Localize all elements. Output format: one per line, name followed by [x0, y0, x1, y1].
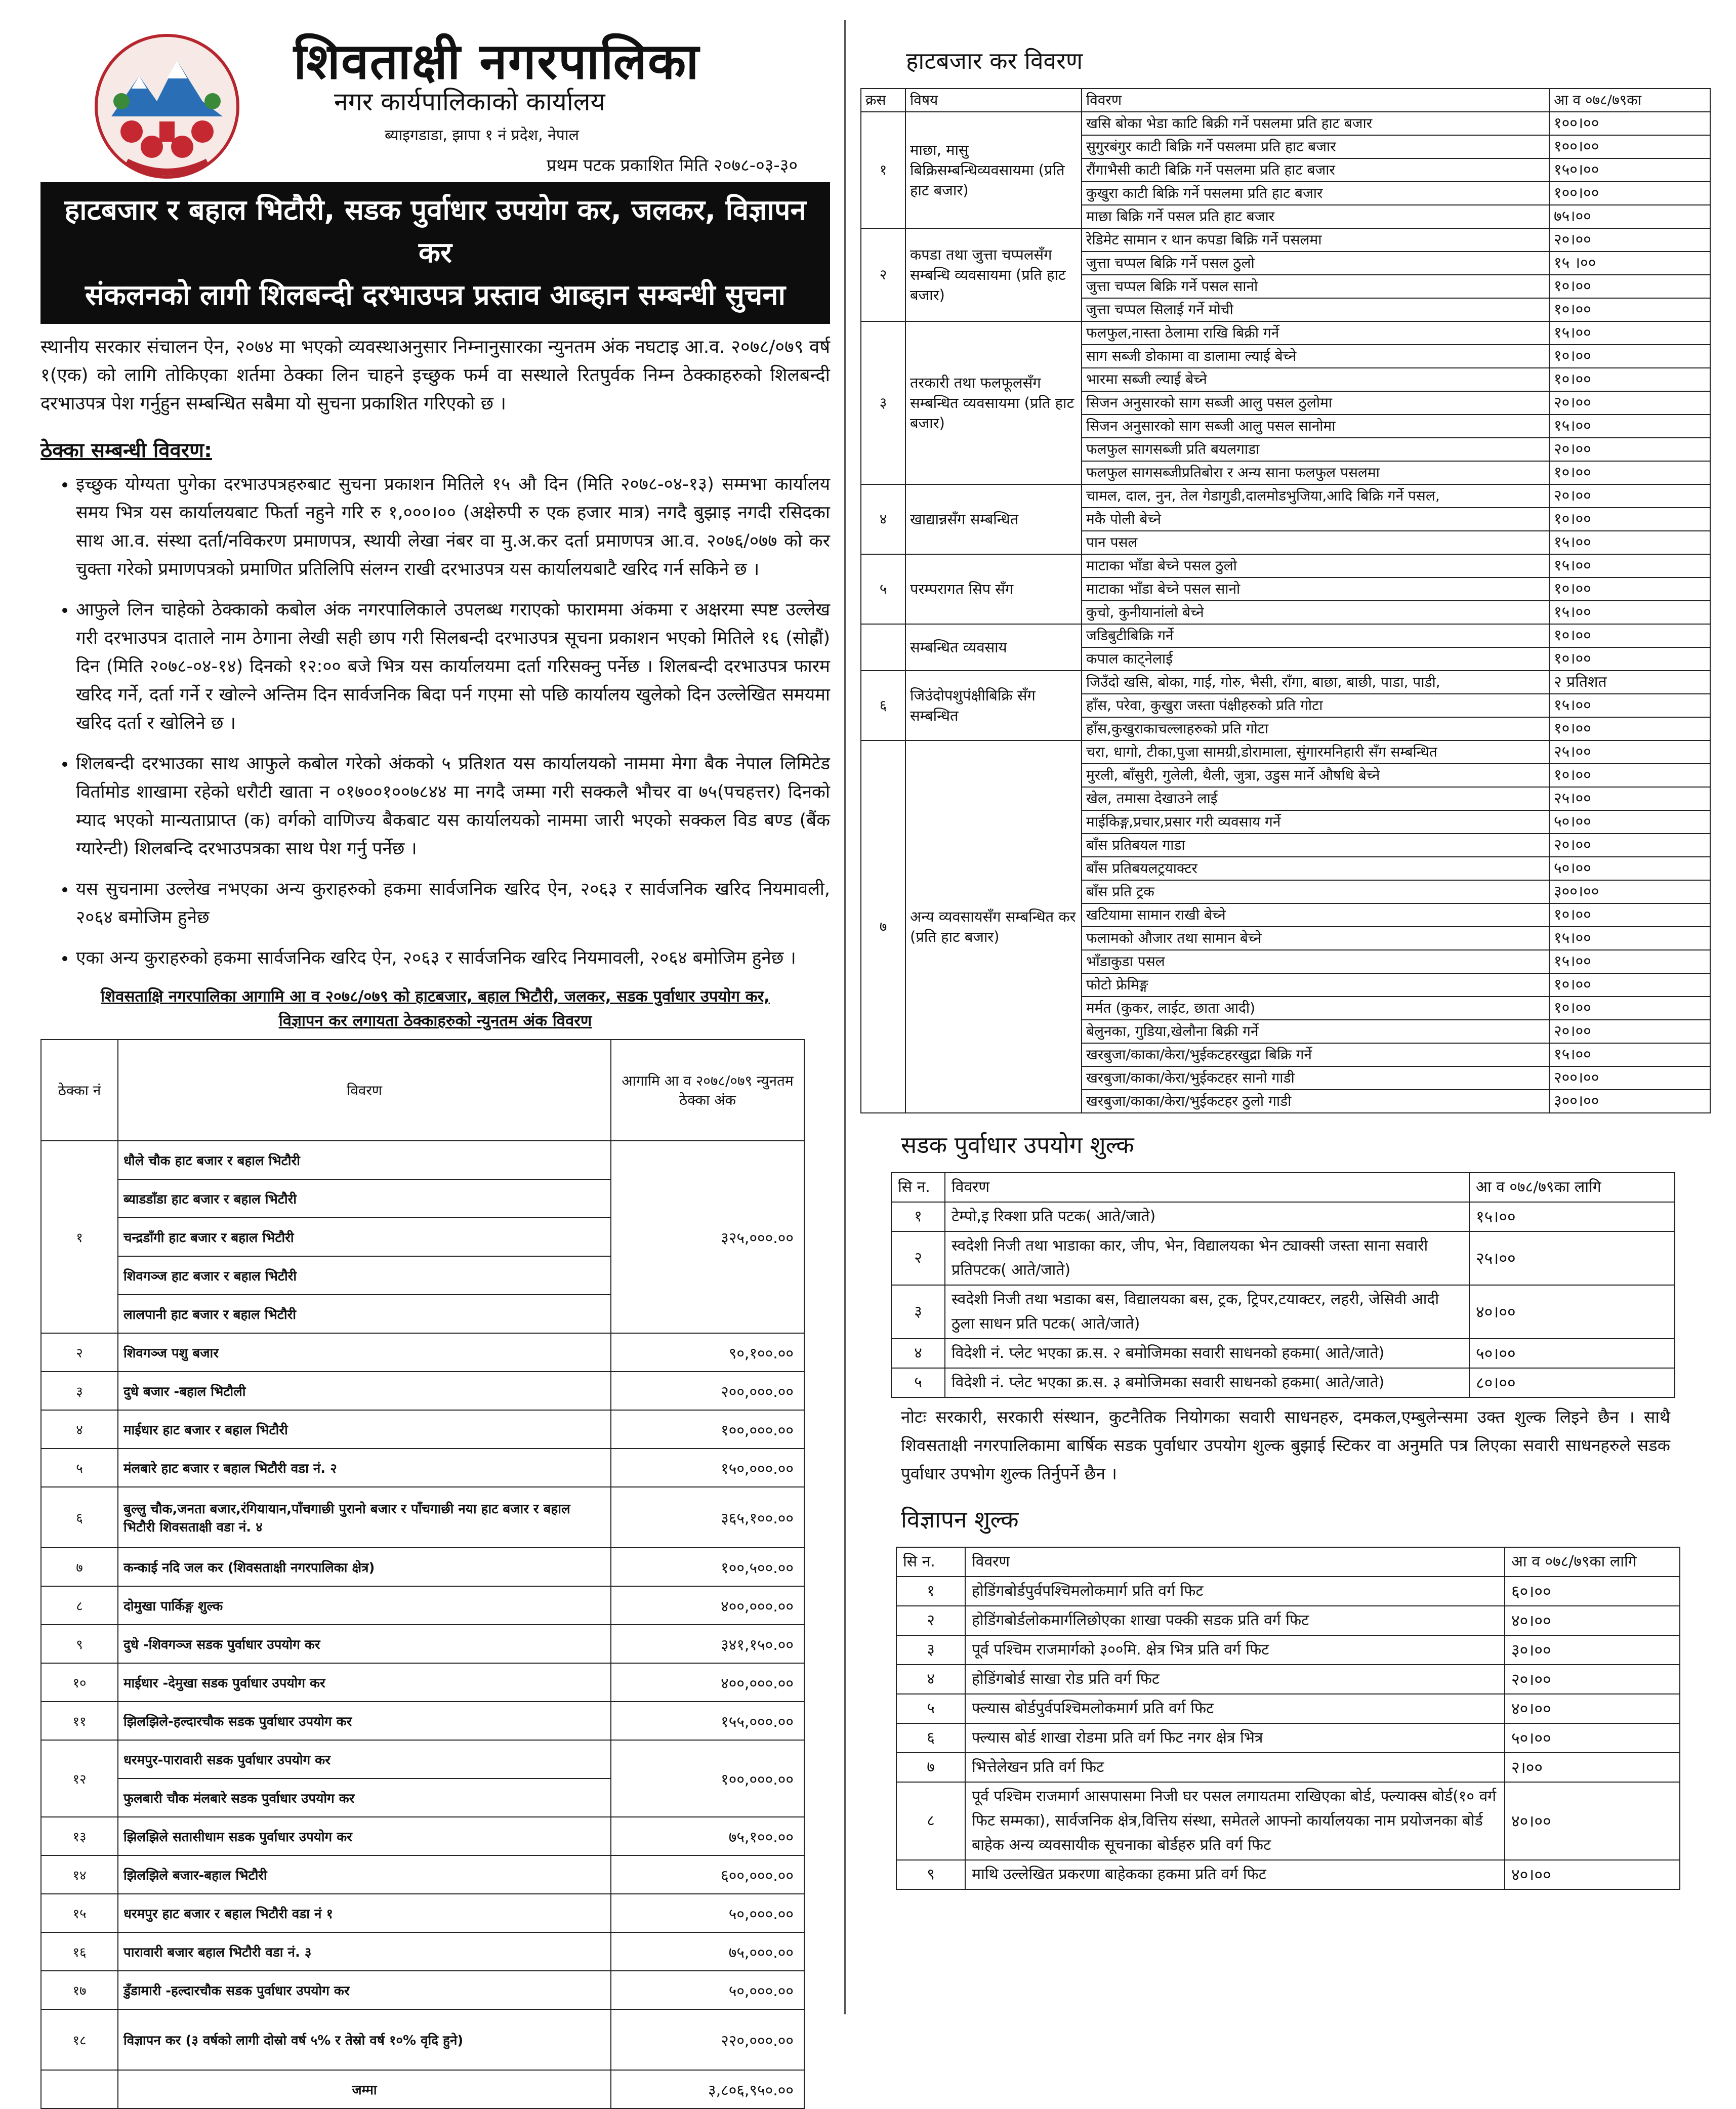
- table-header-row: [861, 89, 1710, 112]
- item-description: कपाल काट्नेलाई: [1082, 647, 1549, 671]
- table-row: [861, 740, 1710, 764]
- serial-number: ४: [891, 1339, 945, 1368]
- table-row: [891, 1339, 1675, 1368]
- fee-description: फ्ल्यास बोर्डपुर्वपश्चिमलोकमार्ग प्रति वर्ग फिट: [965, 1694, 1505, 1723]
- item-rate: १००।००: [1549, 182, 1710, 205]
- col-header: ठेक्का नं: [41, 1040, 118, 1141]
- contract-description: माईधार -देमुखा सडक पुर्वाधार उपयोग कर: [118, 1663, 611, 1702]
- contract-description: दुधे -शिवगञ्ज सडक पुर्वाधार उपयोग कर: [118, 1625, 611, 1663]
- fee-rate: २।००: [1505, 1753, 1680, 1782]
- table-row: [891, 1231, 1675, 1285]
- item-description: फलामको औजार तथा सामान बेच्ने: [1082, 927, 1549, 950]
- item-rate: १०।००: [1549, 764, 1710, 787]
- contract-number: १६: [41, 1932, 118, 1971]
- item-rate: २०।००: [1549, 1020, 1710, 1043]
- table-row: [41, 1449, 804, 1487]
- contract-amount: ५०,०००.००: [611, 1971, 804, 2009]
- item-description: फोटो फ्रेमिङ्ग: [1082, 973, 1549, 997]
- table-row: [896, 1860, 1680, 1889]
- item-description: जुत्ता चप्पल बिक्रि गर्ने पसल सानो: [1082, 275, 1549, 298]
- fee-rate: ३०।००: [1505, 1635, 1680, 1665]
- item-rate: १५।००: [1549, 531, 1710, 554]
- blank-cell: [41, 2070, 118, 2108]
- item-rate: २०।००: [1549, 391, 1710, 415]
- col-header: सि न.: [896, 1547, 965, 1577]
- contract-description: मंलबारे हाट बजार र बहाल भिटौरी वडा नं. २: [118, 1449, 611, 1487]
- item-description: चामल, दाल, नुन, तेल गेडागुडी,दालमोडभुजिया,आदि बिक्रि गर्ने पसल,: [1082, 484, 1549, 508]
- terms-item: • इच्छुक योग्यता पुगेका दरभाउपत्रहरुबाट सुचना प्रकाशन मितिले १५ औ दिन (मिति २०७८-०४-१३) सम्मभा कार्यालय समय भित्र यस कार्यालयबाट फिर्ता नहुने गरि रु १,०००।०० (अक्षेरुपी रु एक हजार मात्र) नगदै बुझाइ नगदी रसिदका साथ आ.व. संस्था दर्ता/नविकरण प्रमाणपत्र, स्थायी लेखा नंबर वा मु.अ.कर दर्ता प्रमाणपत्र आ.व. २०७६/०७७ को कर चुक्ता गरेको प्रमाणपत्रको प्रमाणित प्रतिलिपि संलग्न राखी दरभाउपत्र यस कार्यालयबाटै खरिद गर्न सकिने छ ।: [76, 470, 830, 584]
- contract-amount: ४००,०००.००: [611, 1663, 804, 1702]
- table-row: [41, 1487, 804, 1548]
- terms-item: • एका अन्य कुराहरुको हकमा सार्वजनिक खरिद ऐन, २०६३ र सार्वजनिक खरिद नियमावली, २०६४ बमोजिम हुनेछ ।: [76, 944, 830, 972]
- contract-amount: ५०,०००.००: [611, 1894, 804, 1932]
- fee-rate: ४०।००: [1505, 1782, 1680, 1860]
- fee-rate: ८०।००: [1469, 1368, 1675, 1397]
- item-rate: १०।००: [1549, 461, 1710, 484]
- contract-description: धौले चौक हाट बजार र बहाल भिटौरी: [118, 1141, 611, 1179]
- item-rate: १५।००: [1549, 927, 1710, 950]
- item-description: रौंगाभैसी काटी बिक्रि गर्ने पसलमा प्रति हाट बजार: [1082, 158, 1549, 182]
- fee-rate: २०।००: [1505, 1665, 1680, 1694]
- serial-number: [861, 624, 905, 671]
- table-row: [41, 1333, 804, 1372]
- table-header-row: [896, 1547, 1680, 1577]
- fee-rate: २५।००: [1469, 1231, 1675, 1285]
- item-description: कुचो, कुनीयानांलो बेच्ने: [1082, 601, 1549, 624]
- contract-number: १०: [41, 1663, 118, 1702]
- contract-number: १४: [41, 1855, 118, 1894]
- serial-number: २: [891, 1231, 945, 1285]
- contract-amount: १५५,०००.००: [611, 1702, 804, 1740]
- item-rate: १०।००: [1549, 368, 1710, 391]
- item-rate: १००।००: [1549, 135, 1710, 158]
- table-row: [891, 1202, 1675, 1231]
- table-row: [41, 1663, 804, 1702]
- fee-rate: १५।००: [1469, 1202, 1675, 1231]
- item-rate: २००।००: [1549, 1066, 1710, 1090]
- contract-number: १२: [41, 1740, 118, 1817]
- serial-number: ४: [861, 484, 905, 554]
- notice-title-line1: हाटबजार र बहाल भिटौरी, सडक पुर्वाधार उपयोग कर, जलकर, विज्ञापन कर: [64, 194, 806, 269]
- item-description: बाँस प्रतिबयलट्रयाक्टर: [1082, 857, 1549, 880]
- item-description: मुरली, बाँसुरी, गुलेली, थैली, जुत्रा, उडुस मार्ने औषधि बेच्ने: [1082, 764, 1549, 787]
- fee-description: स्वदेशी निजी तथा भडाका बस, विद्यालयका बस, ट्रक, ट्रिपर,टयाक्टर, लहरी, जेसिवी आदी ठुला साधन प्रति पटक( आते/जाते): [945, 1285, 1469, 1339]
- item-rate: ५०।००: [1549, 857, 1710, 880]
- table-row: [891, 1368, 1675, 1397]
- notice-title-banner: [40, 182, 830, 324]
- contract-number: १३: [41, 1817, 118, 1855]
- contract-amount: १५०,०००.००: [611, 1449, 804, 1487]
- category: जिउंदोपशुपंक्षीबिक्रि सँग सम्बन्धित: [905, 671, 1082, 740]
- item-rate: १५।००: [1549, 694, 1710, 717]
- fee-rate: ४०।००: [1505, 1606, 1680, 1635]
- terms-item: • यस सुचनामा उल्लेख नभएका अन्य कुराहरुको हकमा सार्वजनिक खरिद ऐन, २०६३ र सार्वजनिक खरिद नियमावली, २०६४ बमोजिम हुनेछ: [76, 875, 830, 932]
- serial-number: १: [891, 1202, 945, 1231]
- item-rate: ३००।००: [1549, 1090, 1710, 1113]
- office-subtitle: नगर कार्यपालिकाको कार्यालय: [334, 87, 605, 116]
- contract-number: ७: [41, 1548, 118, 1586]
- category: खाद्यान्नसँग सम्बन्धित: [905, 484, 1082, 554]
- item-description: कुखुरा काटी बिक्रि गर्ने पसलमा प्रति हाट बजार: [1082, 182, 1549, 205]
- item-description: मर्मत (कुकर, लाईट, छाता आदी): [1082, 997, 1549, 1020]
- serial-number: ९: [896, 1860, 965, 1889]
- table-row: [896, 1782, 1680, 1860]
- table-row: [861, 484, 1710, 508]
- total-label: जम्मा: [118, 2070, 611, 2108]
- contract-amount: १००,५००.००: [611, 1548, 804, 1586]
- table-row: [896, 1635, 1680, 1665]
- col-header: क्रस: [861, 89, 905, 112]
- item-rate: १०।००: [1549, 624, 1710, 647]
- terms-item: • शिलबन्दी दरभाउका साथ आफुले कबोल गरेको अंकको ५ प्रतिशत यस कार्यालयको नाममा मेगा बैक नेपाल लिमिटेड विर्तामोड शाखामा रहेको धरौटी खाता न ०१७००१००७८४४ मा नगदै जम्मा गरी सक्कलै भौचर वा ७५(पचहत्तर) दिनको म्याद भएको मान्यताप्राप्त (क) वर्गको वाणिज्य बैकबाट यस कार्यालयको नाममा जारी भएको सक्कल विड बण्ड (बैंक ग्यारेन्टी) शिलबन्दि दरभाउपत्रका साथ पेश गर्नु पर्नेछ ।: [76, 750, 830, 863]
- contract-description: धरमपुर हाट बजार र बहाल भिटौरी वडा नं १: [118, 1894, 611, 1932]
- contract-description: डुँडामारी -हल्दारचौक सडक पुर्वाधार उपयोग कर: [118, 1971, 611, 2009]
- item-rate: १५।००: [1549, 1043, 1710, 1066]
- serial-number: १: [896, 1577, 965, 1606]
- item-description: हाँस, परेवा, कुखुरा जस्ता पंक्षीहरुको प्रति गोटा: [1082, 694, 1549, 717]
- item-description: पान पसल: [1082, 531, 1549, 554]
- table-row: [896, 1606, 1680, 1635]
- fee-description: स्वदेशी निजी तथा भाडाका कार, जीप, भेन, विद्यालयका भेन ट्याक्सी जस्ता साना सवारी प्रतिपटक( आते/जाते): [945, 1231, 1469, 1285]
- col-header: आ व ०७८/७९का लागि: [1505, 1547, 1680, 1577]
- ad-fee-table: [896, 1547, 1680, 1890]
- item-rate: २०।००: [1549, 438, 1710, 461]
- fee-description: भित्तेलेखन प्रति वर्ग फिट: [965, 1753, 1505, 1782]
- item-rate: १०।००: [1549, 903, 1710, 927]
- fee-description: विदेशी नं. प्लेट भएका क्र.स. २ बमोजिमका सवारी साधनको हकमा( आते/जाते): [945, 1339, 1469, 1368]
- table-row: [896, 1753, 1680, 1782]
- category: परम्परागत सिप सँग: [905, 554, 1082, 624]
- contract-description: कन्काई नदि जल कर (शिवसताक्षी नगरपालिका क्षेत्र): [118, 1548, 611, 1586]
- masthead: [40, 20, 830, 177]
- contract-description: झिलझिले सतासीधाम सडक पुर्वाधार उपयोग कर: [118, 1817, 611, 1855]
- table-row: [896, 1723, 1680, 1753]
- table-row: [861, 321, 1710, 345]
- table-row: [896, 1577, 1680, 1606]
- item-description: भाँडाकुडा पसल: [1082, 950, 1549, 973]
- serial-number: ४: [896, 1665, 965, 1694]
- item-rate: १०।००: [1549, 973, 1710, 997]
- item-rate: १५।००: [1549, 415, 1710, 438]
- item-rate: २ प्रतिशत: [1549, 671, 1710, 694]
- fee-rate: ४०।००: [1469, 1285, 1675, 1339]
- serial-number: ८: [896, 1782, 965, 1860]
- serial-number: ७: [861, 740, 905, 1113]
- item-description: रेडिमेट सामान र थान कपडा बिक्रि गर्ने पसलमा: [1082, 228, 1549, 252]
- contract-amount: ३४१,१५०.००: [611, 1625, 804, 1663]
- item-description: जिउँदो खसि, बोका, गाई, गोरु, भैसी, राँगा, बाछा, बाछी, पाडा, पाडी,: [1082, 671, 1549, 694]
- contract-amount: ७५,०००.००: [611, 1932, 804, 1971]
- fee-description: होडिंगबोर्ड साखा रोड प्रति वर्ग फिट: [965, 1665, 1505, 1694]
- contract-description: झिलझिले बजार-बहाल भिटौरी: [118, 1855, 611, 1894]
- table-row: [861, 228, 1710, 252]
- contract-description: दुधे बजार -बहाल भिटौली: [118, 1372, 611, 1410]
- contract-description: शिवगञ्ज पशु बजार: [118, 1333, 611, 1372]
- serial-number: ७: [896, 1753, 965, 1782]
- table-row: [896, 1694, 1680, 1723]
- section-heading: ठेक्का सम्बन्धी विवरण:: [40, 439, 213, 462]
- fee-rate: ५०।००: [1505, 1723, 1680, 1753]
- contract-number: १८: [41, 2009, 118, 2070]
- contract-amount: ६००,०००.००: [611, 1855, 804, 1894]
- fee-rate: ६०।००: [1505, 1577, 1680, 1606]
- item-rate: १५०।००: [1549, 158, 1710, 182]
- road-fee-table: [891, 1172, 1675, 1398]
- item-rate: २०।००: [1549, 228, 1710, 252]
- item-description: बेलुनका, गुडिया,खेलौना बिक्री गर्ने: [1082, 1020, 1549, 1043]
- item-description: माटाका भाँडा बेच्ने पसल ठुलो: [1082, 554, 1549, 577]
- col-header: विवरण: [965, 1547, 1505, 1577]
- item-description: खरबुजा/काका/केरा/भुईकटहर ठुलो गाडी: [1082, 1090, 1549, 1113]
- office-address: ब्याइगडाडा, झापा १ नं प्रदेश, नेपाल: [385, 127, 579, 144]
- contract-amount: २२०,०००.००: [611, 2009, 804, 2070]
- item-description: सिजन अनुसारको साग सब्जी आलु पसल ठुलोमा: [1082, 391, 1549, 415]
- contract-amount: २००,०००.००: [611, 1372, 804, 1410]
- notice-title-line2: संकलनको लागी शिलबन्दी दरभाउपत्र प्रस्ताव आब्हान सम्बन्धी सुचना: [85, 279, 786, 312]
- fee-description: टेम्पो,इ रिक्शा प्रति पटक( आते/जाते): [945, 1202, 1469, 1231]
- contract-amount: ३२५,०००.००: [611, 1141, 804, 1333]
- serial-number: ३: [896, 1635, 965, 1665]
- item-rate: ५०।००: [1549, 810, 1710, 834]
- item-description: खरबुजा/काका/केरा/भुईकटहरखुद्रा बिक्रि गर्ने: [1082, 1043, 1549, 1066]
- item-rate: १०।००: [1549, 508, 1710, 531]
- contract-number: ३: [41, 1372, 118, 1410]
- item-description: जडिबुटीबिक्रि गर्ने: [1082, 624, 1549, 647]
- contract-amount: ७५,१००.००: [611, 1817, 804, 1855]
- publish-date: प्रथम पटक प्रकाशित मिति २०७८-०३-३०: [547, 155, 798, 176]
- contract-number: १: [41, 1141, 118, 1333]
- contract-description: झिलझिले-हल्दारचौक सडक पुर्वाधार उपयोग कर: [118, 1702, 611, 1740]
- serial-number: ३: [891, 1285, 945, 1339]
- fee-rate: ५०।००: [1469, 1339, 1675, 1368]
- serial-number: ३: [861, 321, 905, 484]
- col-header: विषय: [905, 89, 1082, 112]
- contract-number: ४: [41, 1410, 118, 1449]
- serial-number: ५: [891, 1368, 945, 1397]
- col-header: आगामि आ व २०७८/०७९ न्युनतम ठेक्का अंक: [611, 1040, 804, 1141]
- contract-amount: ३६५,१००.००: [611, 1487, 804, 1548]
- item-rate: १०।००: [1549, 275, 1710, 298]
- contract-number: २: [41, 1333, 118, 1372]
- fee-description: होडिंगबोर्डपुर्वपश्चिमलोकमार्ग प्रति वर्ग फिट: [965, 1577, 1505, 1606]
- contract-number: ६: [41, 1487, 118, 1548]
- col-header: विवरण: [118, 1040, 611, 1141]
- haat-heading: हाटबजार कर विवरण: [906, 47, 1083, 74]
- serial-number: २: [861, 228, 905, 321]
- ad-fee-heading: विज्ञापन शुल्क: [901, 1506, 1019, 1533]
- category: अन्य व्यवसायसँग सम्बन्धित कर (प्रति हाट बजार): [905, 740, 1082, 1113]
- item-description: फलफुल सागसब्जीप्रतिबोरा र अन्य साना फलफुल पसलमा: [1082, 461, 1549, 484]
- item-rate: १५।००: [1549, 601, 1710, 624]
- item-description: बाँस प्रतिबयल गाडा: [1082, 834, 1549, 857]
- item-description: चरा, धागो, टीका,पुजा सामग्री,डोरामाला, सुंगारमनिहारी सँग सम्बन्धित: [1082, 740, 1549, 764]
- serial-number: २: [896, 1606, 965, 1635]
- contract-description: धरमपुर-पारावारी सडक पुर्वाधार उपयोग कर: [118, 1740, 611, 1779]
- right-column: [860, 20, 1716, 1890]
- item-rate: २५।००: [1549, 740, 1710, 764]
- contract-table-caption: [40, 984, 830, 1033]
- contract-description: माईधार हाट बजार र बहाल भिटौरी: [118, 1410, 611, 1449]
- table-row: [41, 1894, 804, 1932]
- contract-description: विज्ञापन कर (३ वर्षको लागी दोस्रो वर्ष ५% र तेस्रो वर्ष १०% वृदि हुने): [118, 2009, 611, 2070]
- table-row: [41, 1740, 804, 1779]
- fee-description: माथि उल्लेखित प्रकरणा बाहेकका हकमा प्रति वर्ग फिट: [965, 1860, 1505, 1889]
- item-description: माटाका भाँडा बेच्ने पसल सानो: [1082, 577, 1549, 601]
- contract-number: ११: [41, 1702, 118, 1740]
- item-description: बाँस प्रति ट्रक: [1082, 880, 1549, 903]
- fee-description: पूर्व पश्चिम राजमार्ग आसपासमा निजी घर पसल लगायतमा राखिएका बोर्ड, फ्ल्याक्स बोर्ड(१० वर्ग फिट सम्मका), सार्वजनिक क्षेत्र,वित्तिय संस्था, समेतले आफ्नो कार्यालयका नाम प्रयोजनका बोर्ड बाहेक अन्य व्यवसायीक सूचनाका बोर्डहरु प्रति वर्ग फिट: [965, 1782, 1505, 1860]
- item-description: भारमा सब्जी ल्याई बेच्ने: [1082, 368, 1549, 391]
- serial-number: ५: [861, 554, 905, 624]
- fee-description: विदेशी नं. प्लेट भएका क्र.स. ३ बमोजिमका सवारी साधनको हकमा( आते/जाते): [945, 1368, 1469, 1397]
- table-row: [41, 1817, 804, 1855]
- item-description: मकै पोली बेच्ने: [1082, 508, 1549, 531]
- contract-description: पारावारी बजार बहाल भिटौरी वडा नं. ३: [118, 1932, 611, 1971]
- category: कपडा तथा जुत्ता चप्पलसँग सम्बन्धि व्यवसायमा (प्रति हाट बजार): [905, 228, 1082, 321]
- item-rate: १०।००: [1549, 997, 1710, 1020]
- item-description: जुत्ता चप्पल सिलाई गर्ने मोची: [1082, 298, 1549, 321]
- col-header: सि न.: [891, 1173, 945, 1202]
- category: तरकारी तथा फलफूलसँग सम्बन्धित व्यवसायमा (प्रति हाट बजार): [905, 321, 1082, 484]
- contract-description: शिवगञ्ज हाट बजार र बहाल भिटौरी: [118, 1256, 611, 1295]
- fee-description: फ्ल्यास बोर्ड शाखा रोडमा प्रति वर्ग फिट नगर क्षेत्र भित्र: [965, 1723, 1505, 1753]
- item-description: सुगुरबंगुर काटी बिक्रि गर्ने पसलमा प्रति हाट बजार: [1082, 135, 1549, 158]
- item-description: माछा बिक्रि गर्ने पसल प्रति हाट बजार: [1082, 205, 1549, 228]
- table-row: [41, 1372, 804, 1410]
- contract-description: चन्द्रडाँगी हाट बजार र बहाल भिटौरी: [118, 1218, 611, 1256]
- item-rate: ७५।००: [1549, 205, 1710, 228]
- col-header: आ व ०७८/७९का: [1549, 89, 1710, 112]
- table-row: [861, 554, 1710, 577]
- item-rate: १०।००: [1549, 298, 1710, 321]
- column-divider: [844, 20, 846, 2014]
- serial-number: १: [861, 112, 905, 228]
- table-row: [41, 1586, 804, 1625]
- item-rate: १५।००: [1549, 554, 1710, 577]
- item-description: खरबुजा/काका/केरा/भुईकटहर सानो गाडी: [1082, 1066, 1549, 1090]
- item-rate: १०।००: [1549, 577, 1710, 601]
- road-fee-note: नोटः सरकारी, सरकारी संस्थान, कुटनैतिक नियोगका सवारी साधनहरु, दमकल,एम्बुलेन्समा उक्त शुल्क लिइने छैन । साथै शिवसताक्षी नगरपालिकामा बार्षिक सडक पुर्वाधार उपयोग शुल्क बुझाई स्टिकर वा अनुमति पत्र लिएका सवारी साधनहरुले सडक पुर्वाधार उपभोग शुल्क तिर्नुपर्ने छैन ।: [901, 1407, 1670, 1483]
- category: माछा, मासु बिक्रिसम्बन्धिव्यवसायमा (प्रति हाट बजार): [905, 112, 1082, 228]
- contract-description: फुलबारी चौक मंलबारे सडक पुर्वाधार उपयोग कर: [118, 1779, 611, 1817]
- road-fee-heading: सडक पुर्वाधार उपयोग शुल्क: [901, 1131, 1134, 1159]
- contract-description: बुल्लु चौक,जनता बजार,रंगियायान,पाँचगाछी पुरानो बजार र पाँचगाछी नया हाट बजार र बहाल भिटौरी शिवसताक्षी वडा नं. ४: [118, 1487, 611, 1548]
- contract-number: ५: [41, 1449, 118, 1487]
- item-rate: १५।००: [1549, 950, 1710, 973]
- table-row: [41, 1932, 804, 1971]
- table-row: [861, 112, 1710, 135]
- table-row: [41, 1971, 804, 2009]
- intro-paragraph: स्थानीय सरकार संचालन ऐन, २०७४ मा भएको व्यवस्थाअनुसार निम्नानुसारका न्युनतम अंक नघटाइ आ.व. २०७८/०७९ वर्ष १(एक) को लागि तोकिएका शर्तमा ठेक्का लिन चाहने इच्छुक फर्म वा सस्थाले रितपुर्वक निम्न ठेक्काहरुको शिलबन्दी दरभाउपत्र पेश गर्नुहुन सम्बन्धित सबैमा यो सुचना प्रकाशित गरिएको छ ।: [40, 337, 830, 414]
- table-row: [891, 1285, 1675, 1339]
- col-header: आ व ०७८/७९का लागि: [1469, 1173, 1675, 1202]
- contract-number: १७: [41, 1971, 118, 2009]
- table-row: [41, 1702, 804, 1740]
- table-row: [41, 1625, 804, 1663]
- office-name: शिवताक्षी नगरपालिका: [294, 33, 700, 91]
- item-description: साग सब्जी डोकामा वा डालामा ल्याई बेच्ने: [1082, 345, 1549, 368]
- terms-list: [40, 470, 830, 972]
- item-rate: २०।००: [1549, 834, 1710, 857]
- item-description: फलफुल,नास्ता ठेलामा राखि बिक्री गर्ने: [1082, 321, 1549, 345]
- total-row: [41, 2070, 804, 2108]
- fee-description: होडिंगबोर्डलोकमार्गलिछोएका शाखा पक्की सडक प्रति वर्ग फिट: [965, 1606, 1505, 1635]
- contract-amount: ४००,०००.००: [611, 1586, 804, 1625]
- contract-amount: ९०,१००.००: [611, 1333, 804, 1372]
- category: सम्बन्धित व्यवसाय: [905, 624, 1082, 671]
- contract-number: ९: [41, 1625, 118, 1663]
- table-row: [41, 1548, 804, 1586]
- item-rate: ३००।००: [1549, 880, 1710, 903]
- item-rate: १००।००: [1549, 112, 1710, 135]
- item-rate: १५।००: [1549, 321, 1710, 345]
- table-row: [41, 1141, 804, 1179]
- serial-number: ५: [896, 1694, 965, 1723]
- item-rate: १५ ।००: [1549, 252, 1710, 275]
- item-description: हाँस,कुखुराकाचल्लाहरुको प्रति गोटा: [1082, 717, 1549, 740]
- item-rate: १०।००: [1549, 647, 1710, 671]
- caption-line1: शिवसताक्षि नगरपालिका आगामि आ व २०७८/०७९ को हाटबजार, बहाल भिटौरी, जलकर, सडक पुर्वाधार उपयोग कर,: [101, 987, 770, 1006]
- table-row: [41, 2009, 804, 2070]
- table-header-row: [891, 1173, 1675, 1202]
- fee-rate: ४०।००: [1505, 1694, 1680, 1723]
- item-description: खसि बोका भेडा काटि बिक्री गर्ने पसलमा प्रति हाट बजार: [1082, 112, 1549, 135]
- serial-number: ६: [861, 671, 905, 740]
- item-description: सिजन अनुसारको साग सब्जी आलु पसल सानोमा: [1082, 415, 1549, 438]
- item-description: माईकिङ्ग,प्रचार,प्रसार गरी व्यवसाय गर्ने: [1082, 810, 1549, 834]
- col-header: विवरण: [945, 1173, 1469, 1202]
- contract-description: ब्याडडाँडा हाट बजार र बहाल भिटौरी: [118, 1179, 611, 1218]
- item-rate: १०।००: [1549, 345, 1710, 368]
- total-amount: ३,८०६,९५०.००: [611, 2070, 804, 2108]
- left-column: [40, 20, 830, 2109]
- item-rate: २०।००: [1549, 484, 1710, 508]
- table-header-row: [41, 1040, 804, 1141]
- item-description: फलफुल सागसब्जी प्रति बयलगाडा: [1082, 438, 1549, 461]
- contract-amount: १००,०००.००: [611, 1410, 804, 1449]
- table-row: [861, 671, 1710, 694]
- fee-rate: ४०।००: [1505, 1860, 1680, 1889]
- terms-item: • आफुले लिन चाहेको ठेक्काको कबोल अंक नगरपालिकाले उपलब्ध गराएको फाराममा अंकमा र अक्षरमा स्पष्ट उल्लेख गरी दरभाउपत्र दाताले नाम ठेगाना लेखी सही छाप गरी सिलबन्दी दरभाउपत्र सूचना प्रकाशन भएको मितिले १६ (सोह्रौं) दिन (मिति २०७८-०४-१४) दिनको १२:०० बजे भित्र यस कार्यालयमा दर्ता गरिसक्नु पर्नेछ । शिलबन्दी दरभाउपत्र फारम खरिद गर्ने, दर्ता गर्ने र खोल्ने अन्तिम दिन सार्वजनिक बिदा पर्न गएमा सो पछि कार्यालय खुलेको दिन उल्लेखित समयमा खरिद दर्ता र खोलिने छ ।: [76, 596, 830, 737]
- table-row: [861, 624, 1710, 647]
- caption-line2: विज्ञापन कर लगायता ठेक्काहरुको न्युनतम अंक विवरण: [278, 1012, 592, 1030]
- contract-number: १५: [41, 1894, 118, 1932]
- table-row: [41, 1855, 804, 1894]
- nepal-emblem-icon: [91, 30, 243, 182]
- table-row: [896, 1665, 1680, 1694]
- fee-description: पूर्व पश्चिम राजमार्गको ३००मि. क्षेत्र भित्र प्रति वर्ग फिट: [965, 1635, 1505, 1665]
- item-description: जुत्ता चप्पल बिक्रि गर्ने पसल ठुलो: [1082, 252, 1549, 275]
- table-row: [41, 1410, 804, 1449]
- item-description: खटियामा सामान राखी बेच्ने: [1082, 903, 1549, 927]
- contract-description: लालपानी हाट बजार र बहाल भिटौरी: [118, 1295, 611, 1333]
- col-header: विवरण: [1082, 89, 1549, 112]
- contract-table: [40, 1039, 805, 2109]
- item-description: खेल, तमासा देखाउने लाई: [1082, 787, 1549, 810]
- haat-tax-table: [860, 88, 1711, 1113]
- contract-number: ८: [41, 1586, 118, 1625]
- contract-amount: १००,०००.००: [611, 1740, 804, 1817]
- contract-description: दोमुखा पार्किङ्ग शुल्क: [118, 1586, 611, 1625]
- item-rate: २५।००: [1549, 787, 1710, 810]
- serial-number: ६: [896, 1723, 965, 1753]
- item-rate: १०।००: [1549, 717, 1710, 740]
